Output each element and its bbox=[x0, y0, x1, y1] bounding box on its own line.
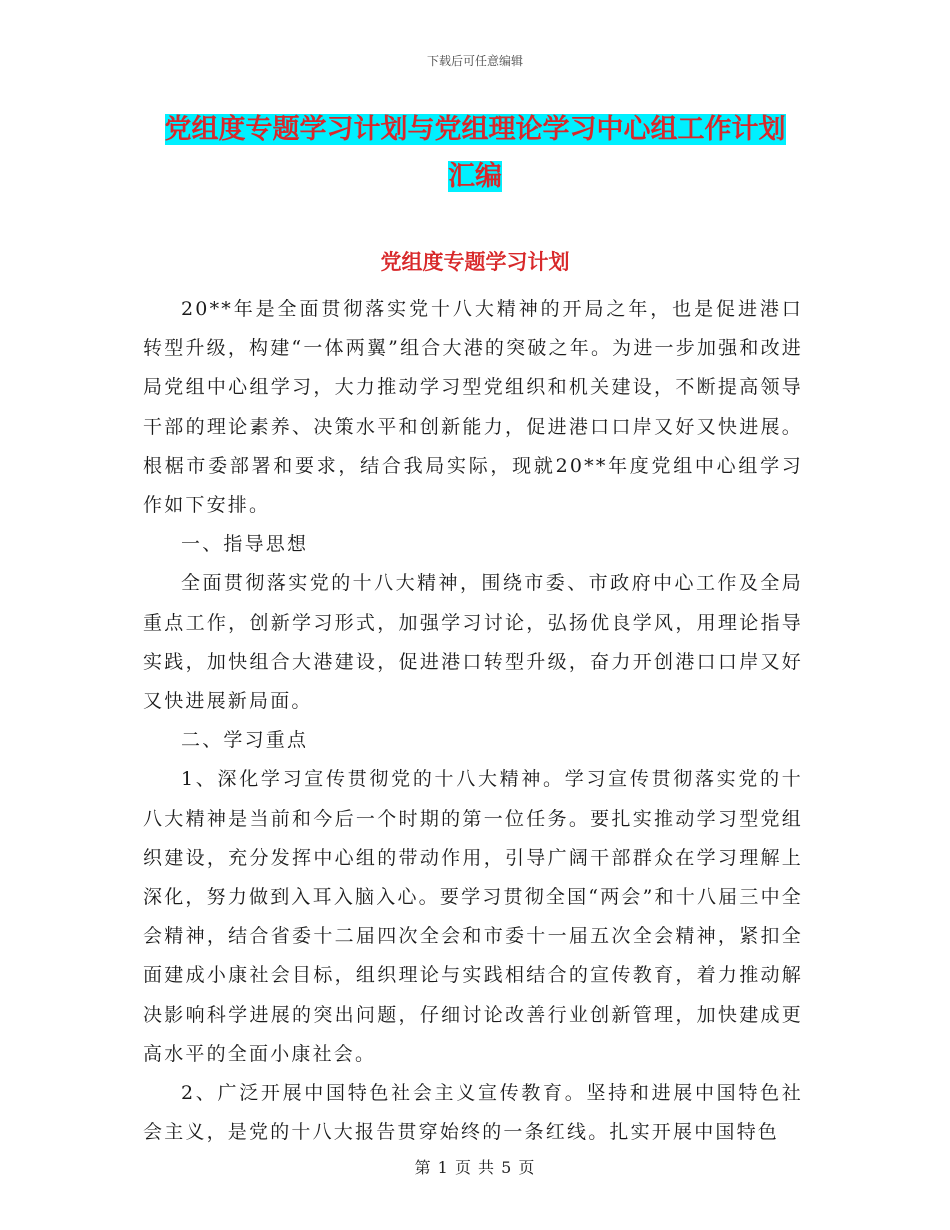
paragraph-guiding-ideology: 全面贯彻落实党的十八大精神，围绕市委、市政府中心工作及全局重点工作，创新学习形式，加强学习讨论，弘扬优良学风，用理论指导实践，加快组合大港建设，促进港口转型升级，奋力开创港口口岸又好又快进展新局面。 bbox=[143, 572, 803, 713]
heading-study-focus: 二、学习重点 bbox=[181, 729, 309, 752]
heading-guiding-ideology: 一、指导思想 bbox=[181, 533, 309, 556]
document-title-line-2: 汇编 bbox=[448, 161, 502, 192]
section-title: 党组度专题学习计划 bbox=[380, 250, 570, 274]
document-title bbox=[150, 106, 800, 200]
document-title-line-1: 党组度专题学习计划与党组理论学习中心组工作计划 bbox=[164, 114, 786, 145]
paragraph-focus-1: 1、深化学习宣传贯彻党的十八大精神。学习宣传贯彻落实党的十八大精神是当前和今后一个时期的第一位任务。要扎实推动学习型党组织建设，充分发挥中心组的带动作用，引导广阔干部群众在学习理解上深化，努力做到入耳入脑入心。要学习贯彻全国“两会”和十八届三中全会精神，结合省委十二届四次全会和市委十一届五次全会精神，紧扣全面建成小康社会目标，组织理论与实践相结合的宣传教育，着力推动解决影响科学进展的突出问题，仔细讨论改善行业创新管理，加快建成更高水平的全面小康社会。 bbox=[143, 768, 803, 1065]
page-header-note: 下载后可任意编辑 bbox=[426, 54, 523, 68]
paragraph-intro: 20**年是全面贯彻落实党十八大精神的开局之年，也是促进港口转型升级，构建“一体两翼”组合大港的突破之年。为进一步加强和改进局党组中心组学习，大力推动学习型党组织和机关建设，不断提高领导干部的理论素养、决策水平和创新能力，促进港口口岸又好又快进展。根椐市委部署和要求，结合我局实际，现就20**年度党组中心组学习作如下安排。 bbox=[143, 298, 803, 517]
paragraph-focus-2: 2、广泛开展中国特色社会主义宣传教育。坚持和进展中国特色社会主义，是党的十八大报告贯穿始终的一条红线。扎实开展中国特色 bbox=[143, 1082, 803, 1144]
document-body bbox=[143, 290, 803, 1152]
page-number: 第 1 页 共 5 页 bbox=[414, 1158, 536, 1177]
